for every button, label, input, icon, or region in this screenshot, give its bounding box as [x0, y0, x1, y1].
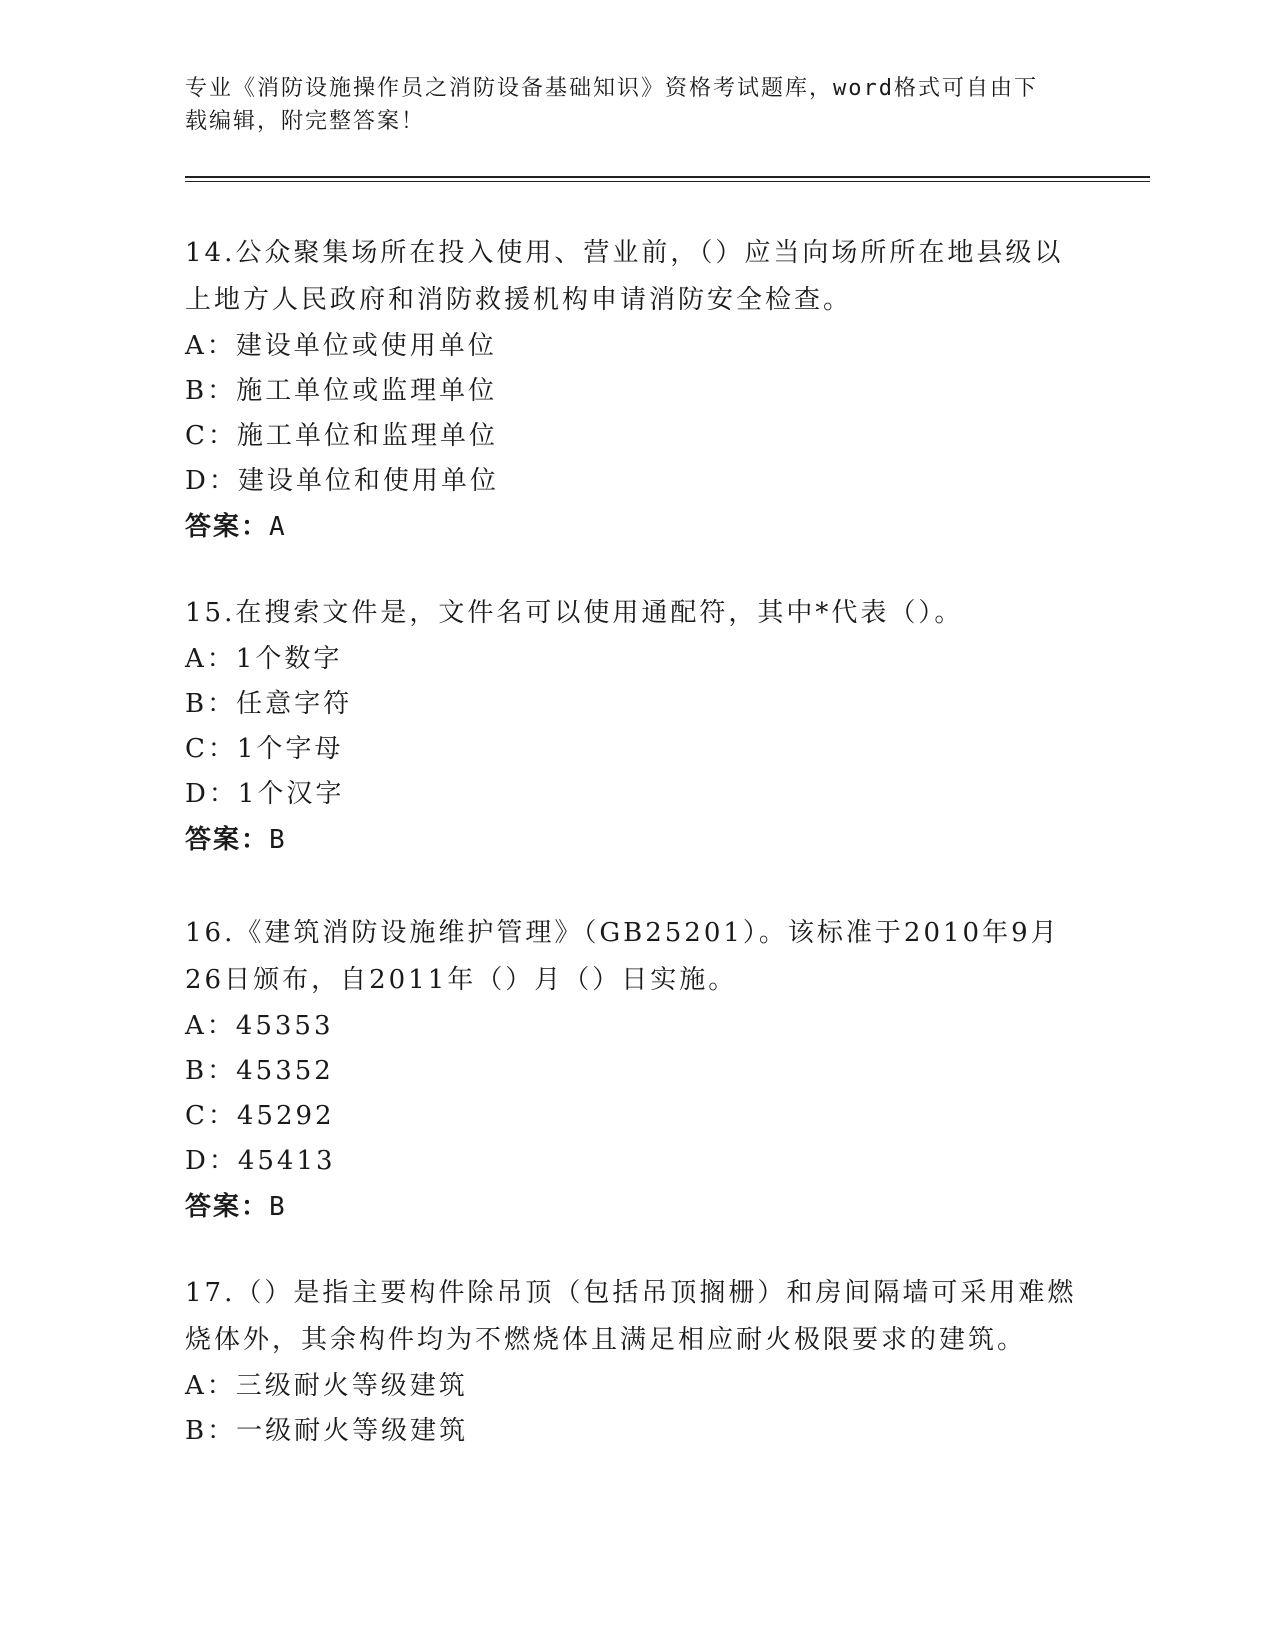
option-d: D：建设单位和使用单位	[185, 466, 499, 496]
option-d: D：45413	[185, 1146, 336, 1176]
header-line-2: 载编辑，附完整答案！	[185, 109, 426, 134]
answer-line	[185, 1184, 1085, 1230]
option-a: A：三级耐火等级建筑	[185, 1371, 468, 1401]
header-divider-thin	[185, 181, 1150, 182]
answer-value: B	[269, 1192, 287, 1222]
option-c: C：施工单位和监理单位	[185, 421, 498, 451]
option-c: C：1个字母	[185, 734, 344, 764]
answer-label: 答案：	[185, 825, 270, 855]
header-line-1: 专业《消防设施操作员之消防设备基础知识》资格考试题库，word格式可自由下	[185, 76, 1038, 101]
option-b: B：一级耐火等级建筑	[185, 1416, 469, 1446]
document-header	[185, 72, 1065, 138]
question-stem: 16.《建筑消防设施维护管理》（GB25201）。该标准于2010年9月26日颁布，自2011年（）月（）日实施。	[185, 918, 1060, 995]
option-b: B：施工单位或监理单位	[185, 376, 498, 406]
answer-value: A	[269, 512, 287, 542]
answer-line	[185, 504, 1085, 550]
option-c: C：45292	[185, 1101, 335, 1131]
option-d: D：1个汉字	[185, 779, 345, 809]
question-16	[185, 910, 1085, 1230]
header-divider-thick	[185, 176, 1150, 178]
question-15	[185, 590, 1085, 863]
option-a: A：1个数字	[185, 644, 343, 674]
option-b: B：45352	[185, 1056, 334, 1086]
question-stem: 14.公众聚集场所在投入使用、营业前，（）应当向场所所在地县级以上地方人民政府和消防救援机构申请消防安全检查。	[185, 238, 1064, 315]
question-14	[185, 230, 1085, 550]
answer-label: 答案：	[185, 1192, 270, 1222]
option-b: B：任意字符	[185, 689, 353, 719]
question-stem: 15.在搜索文件是，文件名可以使用通配符，其中*代表（）。	[185, 598, 964, 628]
option-a: A：45353	[185, 1011, 334, 1041]
answer-value: B	[269, 825, 287, 855]
question-17	[185, 1270, 1085, 1454]
option-a: A：建设单位或使用单位	[185, 331, 497, 361]
answer-line	[185, 817, 1085, 863]
question-stem: 17.（）是指主要构件除吊顶（包括吊顶搁栅）和房间隔墙可采用难燃烧体外，其余构件均为不燃烧体且满足相应耐火极限要求的建筑。	[185, 1278, 1077, 1355]
answer-label: 答案：	[185, 512, 270, 542]
